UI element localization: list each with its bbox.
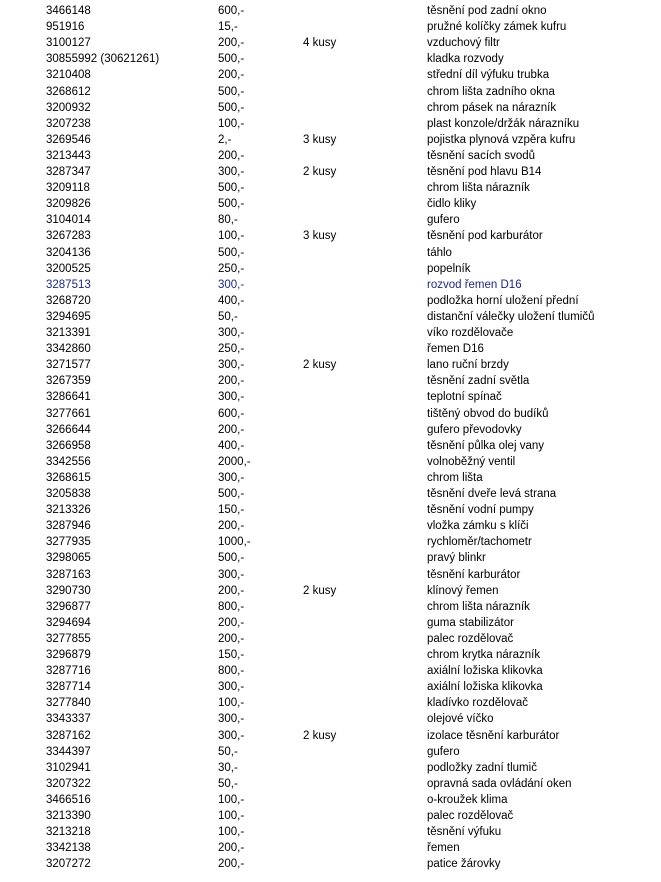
price-cell: 80,- — [218, 214, 238, 227]
description-cell: gufero — [427, 214, 460, 227]
price-cell: 500,- — [218, 101, 245, 114]
table-row — [0, 663, 661, 679]
price-cell: 100,- — [218, 810, 245, 822]
description-cell: klínový řemen — [427, 584, 499, 597]
table-row — [0, 196, 661, 212]
part-number-cell: 3205838 — [46, 488, 91, 500]
description-cell: palec rozdělovač — [427, 632, 514, 645]
price-cell: 2,- — [218, 133, 232, 146]
price-cell: 100,- — [218, 793, 245, 806]
description-cell: patice žárovky — [427, 858, 501, 871]
part-number-cell: 3210408 — [46, 69, 91, 82]
table-row — [0, 744, 661, 760]
description-cell: rychloměr/tachometr — [427, 536, 532, 549]
part-number-cell: 3277855 — [46, 632, 91, 645]
table-row — [0, 100, 661, 116]
table-row — [0, 438, 661, 454]
price-cell: 500,- — [218, 552, 245, 565]
table-row — [0, 373, 661, 389]
price-cell: 500,- — [218, 85, 245, 98]
price-cell: 100,- — [218, 230, 245, 243]
description-cell: gufero — [427, 745, 460, 758]
table-row — [0, 406, 661, 422]
quantity-cell: 2 kusy — [303, 729, 337, 742]
description-cell: distanční válečky uložení tlumičů — [427, 310, 595, 323]
price-cell: 200,- — [218, 149, 245, 162]
table-row — [0, 856, 661, 872]
price-cell: 200,- — [218, 584, 245, 597]
table-row — [0, 180, 661, 196]
price-cell: 150,- — [218, 504, 245, 517]
part-number-cell: 3209118 — [46, 182, 90, 195]
part-number-cell: 3287716 — [46, 665, 91, 678]
description-cell: o-kroužek klima — [427, 793, 508, 806]
table-row — [0, 454, 661, 470]
part-number-cell: 3269546 — [46, 133, 91, 146]
table-row — [0, 277, 661, 293]
table-row — [0, 567, 661, 583]
part-number-cell: 3268720 — [46, 294, 91, 307]
table-row — [0, 357, 661, 373]
price-cell: 400,- — [218, 439, 245, 452]
price-cell: 500,- — [218, 182, 245, 195]
table-row — [0, 711, 661, 727]
part-number-cell: 3207322 — [46, 777, 91, 790]
price-cell: 300,- — [218, 568, 245, 581]
table-row — [0, 245, 661, 261]
description-cell: izolace těsnění karburátor — [427, 729, 560, 742]
description-cell: popelník — [427, 262, 471, 275]
table-row — [0, 695, 661, 711]
description-cell: těsnění pod zadní okno — [427, 5, 547, 17]
description-cell: těsnění karburátor — [427, 568, 521, 581]
price-cell: 50,- — [218, 310, 238, 323]
description-cell: těsnění dveře levá strana — [427, 488, 557, 500]
table-row — [0, 550, 661, 566]
table-row — [0, 792, 661, 808]
price-cell: 100,- — [218, 826, 245, 839]
part-number-cell: 3287163 — [46, 568, 91, 581]
table-row — [0, 325, 661, 341]
part-number-cell: 3287714 — [46, 681, 91, 694]
price-cell: 300,- — [218, 713, 245, 726]
quantity-cell: 3 kusy — [303, 230, 337, 243]
table-row — [0, 534, 661, 550]
description-cell: řemen — [427, 842, 460, 855]
price-cell: 200,- — [218, 423, 245, 436]
price-cell: 200,- — [218, 632, 245, 645]
part-number-cell: 3213390 — [46, 810, 91, 822]
price-cell: 200,- — [218, 375, 245, 388]
quantity-cell: 4 kusy — [303, 37, 337, 50]
price-cell: 300,- — [218, 278, 245, 291]
description-cell: táhlo — [427, 246, 452, 259]
part-number-cell: 3267359 — [46, 375, 91, 388]
description-cell: víko rozdělovače — [427, 327, 514, 339]
quantity-cell: 2 kusy — [303, 166, 337, 178]
description-cell: axiální ložiska klikovka — [427, 681, 543, 694]
part-number-cell: 3277840 — [46, 697, 91, 710]
description-cell: těsnění půlka olej vany — [427, 439, 544, 452]
description-cell: opravná sada ovládání oken — [427, 777, 572, 790]
table-row — [0, 728, 661, 744]
description-cell: chrom lišta — [427, 471, 483, 484]
part-number-cell: 3287946 — [46, 520, 91, 533]
price-cell: 15,- — [218, 21, 238, 34]
price-cell: 30,- — [218, 761, 238, 774]
table-row — [0, 309, 661, 325]
part-number-cell: 3277661 — [46, 407, 91, 420]
table-row — [0, 679, 661, 695]
part-number-cell: 3344397 — [46, 745, 91, 758]
price-cell: 400,- — [218, 294, 245, 307]
price-cell: 150,- — [218, 649, 245, 661]
price-cell: 500,- — [218, 198, 245, 211]
description-cell: pravý blinkr — [427, 552, 486, 565]
description-cell: vložka zámku s klíči — [427, 520, 529, 533]
part-number-cell: 3266958 — [46, 439, 91, 452]
table-row — [0, 583, 661, 599]
description-cell: pružné kolíčky zámek kufru — [427, 21, 567, 34]
part-number-cell: 3343337 — [46, 713, 91, 726]
price-cell: 300,- — [218, 471, 245, 484]
table-row — [0, 35, 661, 51]
part-number-cell: 3298065 — [46, 552, 91, 565]
description-cell: podložky zadní tlumič — [427, 761, 537, 774]
part-number-cell: 3342556 — [46, 455, 91, 468]
part-number-cell: 3277935 — [46, 536, 91, 549]
price-cell: 500,- — [218, 488, 245, 500]
table-row — [0, 389, 661, 405]
part-number-cell: 3100127 — [46, 37, 91, 50]
description-cell: guma stabilizátor — [427, 616, 514, 629]
table-row — [0, 824, 661, 840]
quantity-cell: 2 kusy — [303, 584, 337, 597]
part-number-cell: 3266644 — [46, 423, 91, 436]
description-cell: čidlo kliky — [427, 198, 477, 211]
price-cell: 250,- — [218, 343, 245, 356]
table-row — [0, 422, 661, 438]
part-number-cell: 3213391 — [46, 327, 91, 339]
price-cell: 50,- — [218, 745, 238, 758]
description-cell: olejové víčko — [427, 713, 494, 726]
table-row — [0, 84, 661, 100]
price-cell: 500,- — [218, 246, 245, 259]
price-cell: 300,- — [218, 681, 245, 694]
part-number-cell: 3200932 — [46, 101, 91, 114]
price-cell: 100,- — [218, 117, 245, 130]
part-number-cell: 3271577 — [46, 359, 91, 372]
table-row — [0, 760, 661, 776]
part-number-cell: 3290730 — [46, 584, 91, 597]
table-row — [0, 261, 661, 277]
price-cell: 600,- — [218, 5, 245, 17]
description-cell: podložka horní uložení přední — [427, 294, 579, 307]
description-cell: rozvod řemen D16 — [427, 278, 522, 291]
table-row — [0, 341, 661, 357]
table-row — [0, 116, 661, 132]
price-cell: 300,- — [218, 391, 245, 404]
description-cell: chrom lišta nárazník — [427, 600, 530, 613]
part-number-cell: 3207238 — [46, 117, 91, 130]
description-cell: těsnění sacích svodů — [427, 149, 536, 162]
part-number-cell: 3342860 — [46, 343, 91, 356]
price-cell: 250,- — [218, 262, 245, 275]
description-cell: těsnění zadní světla — [427, 375, 530, 388]
price-cell: 800,- — [218, 600, 245, 613]
price-cell: 2000,- — [218, 455, 251, 468]
description-cell: těsnění vodní pumpy — [427, 504, 534, 517]
table-row — [0, 647, 661, 663]
price-cell: 300,- — [218, 359, 245, 372]
table-row — [0, 615, 661, 631]
price-cell: 200,- — [218, 37, 245, 50]
description-cell: teplotní spínač — [427, 391, 502, 404]
part-number-cell: 3267283 — [46, 230, 91, 243]
description-cell: vzduchový filtr — [427, 37, 500, 50]
description-cell: pojistka plynová vzpěra kufru — [427, 133, 576, 146]
part-number-cell: 3287162 — [46, 729, 91, 742]
part-number-cell: 3104014 — [46, 214, 91, 227]
price-cell: 300,- — [218, 327, 245, 339]
table-row — [0, 502, 661, 518]
price-cell: 200,- — [218, 520, 245, 533]
table-row — [0, 631, 661, 647]
part-number-cell: 951916 — [46, 21, 85, 34]
table-row — [0, 3, 661, 19]
price-cell: 300,- — [218, 729, 245, 742]
part-number-cell: 3466148 — [46, 5, 91, 17]
table-row — [0, 67, 661, 83]
price-cell: 100,- — [218, 697, 245, 710]
part-number-cell: 3213218 — [46, 826, 91, 839]
table-row — [0, 518, 661, 534]
price-cell: 200,- — [218, 858, 245, 871]
price-cell: 800,- — [218, 665, 245, 678]
part-number-cell: 3294694 — [46, 616, 91, 629]
description-cell: kladívko rozdělovač — [427, 697, 528, 710]
price-cell: 300,- — [218, 166, 245, 178]
part-number-cell: 3342138 — [46, 842, 91, 855]
part-number-cell: 3268615 — [46, 471, 91, 484]
description-cell: chrom lišta nárazník — [427, 182, 530, 195]
price-cell: 200,- — [218, 69, 245, 82]
price-cell: 200,- — [218, 842, 245, 855]
part-number-cell: 3466516 — [46, 793, 91, 806]
table-row — [0, 808, 661, 824]
quantity-cell: 2 kusy — [303, 359, 337, 372]
description-cell: chrom pásek na nárazník — [427, 101, 557, 114]
price-cell: 200,- — [218, 616, 245, 629]
description-cell: chrom krytka nárazník — [427, 649, 541, 661]
description-cell: kladka rozvody — [427, 53, 504, 66]
description-cell: řemen D16 — [427, 343, 484, 356]
description-cell: plast konzole/držák nárazníku — [427, 117, 580, 130]
price-cell: 500,- — [218, 53, 245, 66]
table-row — [0, 51, 661, 67]
part-number-cell: 3207272 — [46, 858, 91, 871]
table-row — [0, 840, 661, 856]
part-number-cell: 3286641 — [46, 391, 91, 404]
description-cell: těsnění pod karburátor — [427, 230, 543, 243]
part-number-cell: 3296879 — [46, 649, 91, 661]
table-row — [0, 486, 661, 502]
description-cell: chrom lišta zadního okna — [427, 85, 555, 98]
part-number-cell: 3204136 — [46, 246, 91, 259]
part-number-cell: 3209826 — [46, 198, 91, 211]
part-number-cell: 3268612 — [46, 85, 91, 98]
description-cell: těsnění pod hlavu B14 — [427, 166, 542, 178]
table-row — [0, 776, 661, 792]
quantity-cell: 3 kusy — [303, 133, 337, 146]
part-number-cell: 3102941 — [46, 761, 91, 774]
part-number-cell: 3287347 — [46, 166, 91, 178]
description-cell: axiální ložiska klikovka — [427, 665, 543, 678]
part-number-cell: 3213443 — [46, 149, 91, 162]
part-number-cell: 30855992 (30621261) — [46, 53, 160, 66]
table-row — [0, 293, 661, 309]
part-number-cell: 3200525 — [46, 262, 91, 275]
table-row — [0, 228, 661, 244]
table-row — [0, 164, 661, 180]
description-cell: palec rozdělovač — [427, 810, 514, 822]
table-row — [0, 470, 661, 486]
description-cell: těsnění výfuku — [427, 826, 502, 839]
table-row — [0, 132, 661, 148]
description-cell: lano ruční brzdy — [427, 359, 509, 372]
part-number-cell: 3287513 — [46, 278, 91, 291]
description-cell: volnoběžný ventil — [427, 455, 516, 468]
table-row — [0, 212, 661, 228]
price-cell: 1000,- — [218, 536, 251, 549]
description-cell: tištěný obvod do budíků — [427, 407, 549, 420]
table-row — [0, 19, 661, 35]
price-cell: 50,- — [218, 777, 238, 790]
part-number-cell: 3294695 — [46, 310, 91, 323]
part-number-cell: 3296877 — [46, 600, 91, 613]
part-number-cell: 3213326 — [46, 504, 91, 517]
description-cell: gufero převodovky — [427, 423, 522, 436]
table-row — [0, 148, 661, 164]
price-cell: 600,- — [218, 407, 245, 420]
table-row — [0, 599, 661, 615]
description-cell: střední díl výfuku trubka — [427, 69, 550, 82]
